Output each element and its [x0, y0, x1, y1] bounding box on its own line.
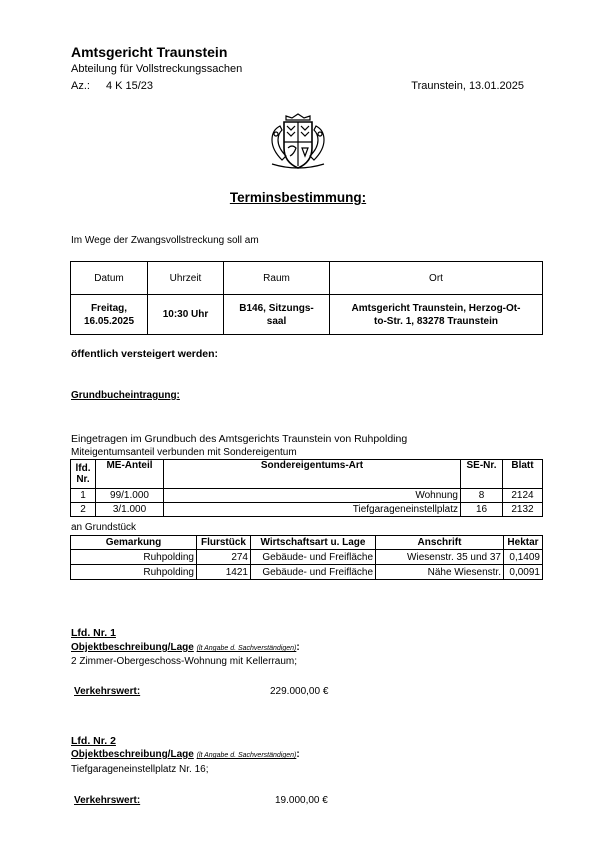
cell-blatt: 2124 — [503, 489, 543, 503]
cell-ort — [330, 295, 543, 335]
datum-date: 16.05.2025 — [83, 315, 135, 327]
cell-gemarkung: Ruhpolding — [71, 550, 197, 565]
appointment-table — [70, 261, 543, 335]
cell-lfd: 1 — [71, 489, 96, 503]
intro-text: Im Wege der Zwangsvollstreckung soll am — [71, 235, 259, 246]
az-number: 4 K 15/23 — [105, 80, 154, 92]
cell-hektar: 0,1409 — [504, 550, 543, 565]
cell-flurstueck: 274 — [197, 550, 251, 565]
header-lfd — [71, 460, 96, 489]
datum-weekday: Freitag, — [90, 302, 128, 314]
cell-anschrift: Wiesenstr. 35 und 37 — [376, 550, 504, 565]
header-anschrift: Anschrift — [376, 536, 504, 550]
parcel-table — [70, 535, 543, 580]
ob-note: (lt Angabe d. Sachverständigen) — [196, 645, 297, 652]
item-1-verkehrswert-label: Verkehrswert: — [74, 686, 141, 697]
header-flurstueck: Flurstück — [197, 536, 251, 550]
header-se-nr: SE-Nr. — [461, 460, 503, 489]
department: Abteilung für Vollstreckungssachen — [71, 63, 243, 75]
ob-colon: : — [296, 749, 300, 760]
cell-datum — [71, 295, 148, 335]
table-header-row — [71, 536, 543, 550]
header-uhrzeit: Uhrzeit — [148, 262, 224, 295]
cell-blatt: 2132 — [503, 503, 543, 517]
auction-statement: öffentlich versteigert werden: — [71, 348, 219, 360]
grundbuch-heading: Grundbucheintragung: — [71, 390, 180, 401]
cell-se-nr: 16 — [461, 503, 503, 517]
cell-hektar: 0,0091 — [504, 565, 543, 580]
table-row — [71, 489, 543, 503]
ob-colon: : — [296, 642, 300, 653]
ownership-table — [70, 459, 543, 517]
item-2-verkehrswert-label: Verkehrswert: — [74, 795, 141, 806]
header-hektar: Hektar — [504, 536, 543, 550]
bavarian-coat-of-arms-icon — [262, 112, 334, 172]
table-header-row — [71, 262, 543, 295]
header-raum: Raum — [224, 262, 330, 295]
item-1-description-heading — [71, 642, 300, 653]
item-1-description: 2 Zimmer-Obergeschoss-Wohnung mit Kellerraum; — [71, 656, 298, 667]
ort-line1: Amtsgericht Traunstein, Herzog-Ot- — [351, 302, 521, 314]
ort-line2: to-Str. 1, 83278 Traunstein — [374, 315, 498, 327]
header-lfd-line1: lfd. — [75, 463, 91, 474]
ob-note: (lt Angabe d. Sachverständigen) — [196, 752, 297, 759]
register-line-2: Miteigentumsanteil verbunden mit Sondereigentum — [71, 447, 297, 458]
header-me-anteil: ME-Anteil — [96, 460, 164, 489]
table-row — [71, 550, 543, 565]
cell-flurstueck: 1421 — [197, 565, 251, 580]
table-row — [71, 503, 543, 517]
table-header-row — [71, 460, 543, 489]
an-grundstueck-label: an Grundstück — [71, 522, 137, 533]
file-reference — [71, 80, 153, 92]
court-name: Amtsgericht Traunstein — [71, 44, 228, 60]
cell-wirtschaftsart: Gebäude- und Freifläche — [251, 565, 376, 580]
cell-raum — [224, 295, 330, 335]
item-2-description: Tiefgarageneinstellplatz Nr. 16; — [71, 764, 209, 775]
register-line-1: Eingetragen im Grundbuch des Amtsgerichts Traunstein von Ruhpolding — [71, 433, 408, 445]
item-2-heading: Lfd. Nr. 2 — [71, 735, 116, 747]
header-sondereigentum: Sondereigentums-Art — [164, 460, 461, 489]
cell-lfd: 2 — [71, 503, 96, 517]
header-blatt: Blatt — [503, 460, 543, 489]
cell-gemarkung: Ruhpolding — [71, 565, 197, 580]
table-row — [71, 565, 543, 580]
cell-anschrift: Nähe Wiesenstr. — [376, 565, 504, 580]
table-row — [71, 295, 543, 335]
item-2-description-heading — [71, 749, 300, 760]
raum-line1: B146, Sitzungs- — [239, 302, 314, 314]
item-1-verkehrswert-value: 229.000,00 € — [270, 686, 329, 697]
cell-uhrzeit: 10:30 Uhr — [148, 295, 224, 335]
raum-line2: saal — [266, 315, 287, 327]
cell-art: Wohnung — [164, 489, 461, 503]
document-title: Terminsbestimmung: — [229, 190, 367, 205]
place-date: Traunstein, 13.01.2025 — [411, 80, 524, 92]
cell-wirtschaftsart: Gebäude- und Freifläche — [251, 550, 376, 565]
az-label: Az.: — [71, 80, 90, 92]
header-wirtschaftsart: Wirtschaftsart u. Lage — [251, 536, 376, 550]
cell-me-anteil: 99/1.000 — [96, 489, 164, 503]
cell-me-anteil: 3/1.000 — [96, 503, 164, 517]
cell-art: Tiefgarageneinstellplatz — [164, 503, 461, 517]
item-1-heading: Lfd. Nr. 1 — [71, 627, 116, 639]
header-lfd-line2: Nr. — [76, 474, 90, 485]
header-ort: Ort — [330, 262, 543, 295]
header-gemarkung: Gemarkung — [71, 536, 197, 550]
ob-label: Objektbeschreibung/Lage — [71, 642, 194, 653]
ob-label: Objektbeschreibung/Lage — [71, 749, 194, 760]
cell-se-nr: 8 — [461, 489, 503, 503]
header-datum: Datum — [71, 262, 148, 295]
item-2-verkehrswert-value: 19.000,00 € — [275, 795, 328, 806]
